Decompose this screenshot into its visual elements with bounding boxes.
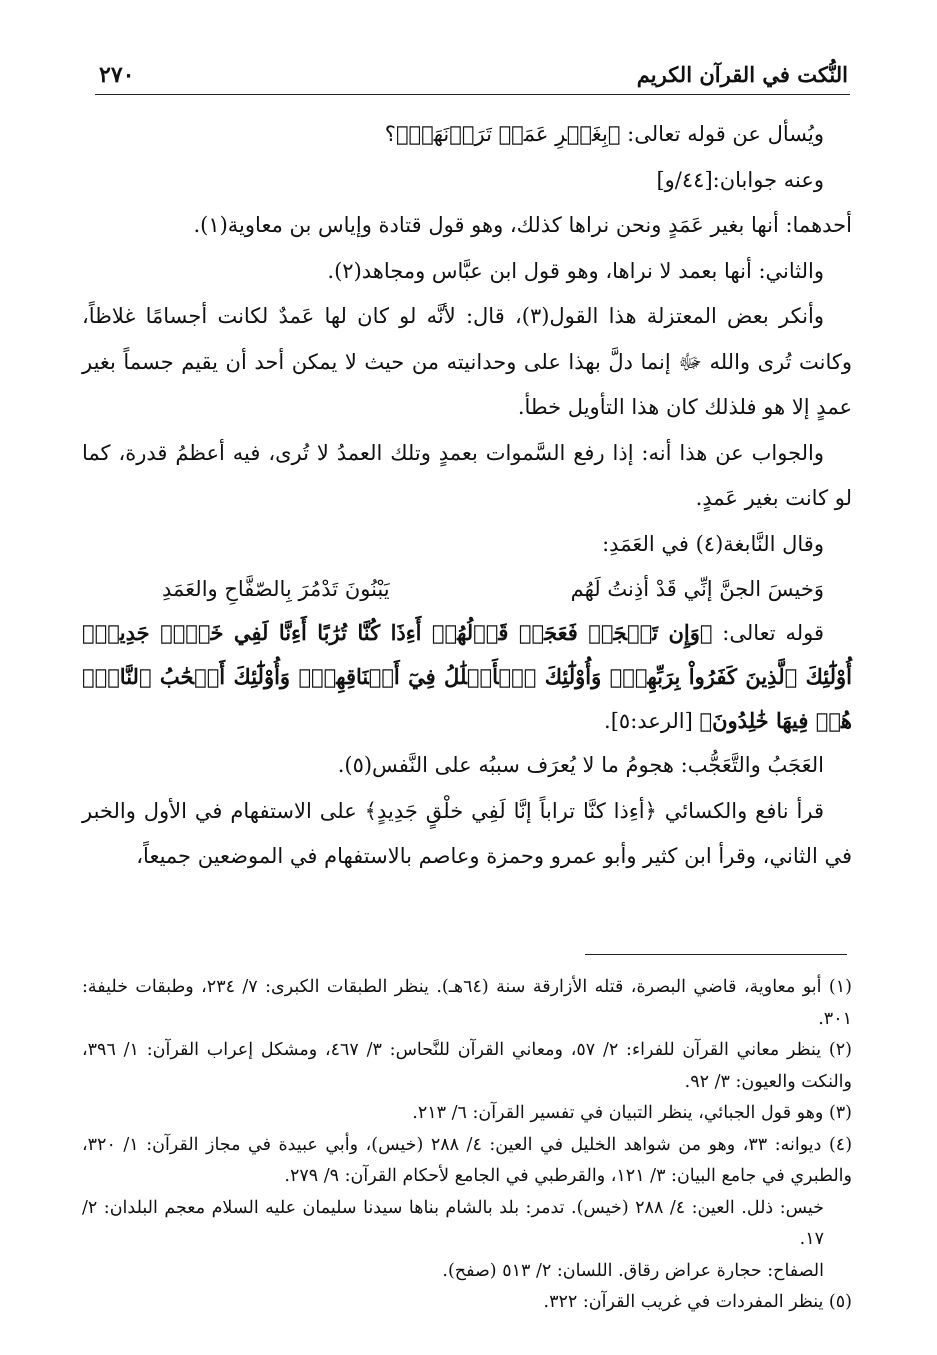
paragraph-answer-one: أحدهما: أنها بغير عَمَدٍ ونحن نراها كذلك، وهو قول قتادة وإياس بن معاوية(١). xyxy=(193,213,852,237)
paragraph-mutazila: وأنكر بعض المعتزلة هذا القول(٣)، قال: لأنَّه لو كان لها عَمدٌ لكانت أجسامًا غلاظاً، وكانت تُرى والله ﷻ إنما دلَّ بهذا على وحدانيته من حيث لا يمكن أحد أن يقيم جسماً بغير عمدٍ إلا هو فلذلك كان هذا التأويل خطأ. xyxy=(82,304,852,419)
footnotes xyxy=(82,972,852,1319)
book-title: النُّكت في القرآن الكريم xyxy=(636,62,848,87)
verse-intro: قوله تعالى: xyxy=(712,621,825,645)
paragraph-readings: قرأ نافع والكسائي ﴿أءِذا كنَّا تراباً إنَّا لَفِي خلْقٍ جَدِيدٍ﴾ على الاستفهام في الأول والخبر في الثاني، وقرأ ابن كثير وأبو عمرو وحمزة وعاصم بالاستفهام في الموضعين جميعاً، xyxy=(82,798,852,868)
poem-second-hemistich: يَبْنُونَ تَدْمُرَ بِالصّفَّاحِ والعَمَدِ xyxy=(162,577,390,601)
running-header xyxy=(95,58,850,95)
footnote-4: (٤) ديوانه: ٣٣، وهو من شواهد الخليل في العين: ٤/ ٢٨٨ (خيس)، وأبي عبيدة في مجاز القرآن: ١/ ٣٢٠، والطبري في جامع البيان: ٣/ ١٢١، والقرطبي في الجامع لأحكام القرآن: ٩/ ٢٧٩. xyxy=(82,1134,853,1186)
paragraph-reply: والجواب عن هذا أنه: إذا رفع السَّموات بعمدٍ وتلك العمدُ لا تُرى، فيه أعظمُ قدرة، كما لو كانت بغير عَمدٍ. xyxy=(82,440,852,510)
footnote-2: (٢) ينظر معاني القرآن للفراء: ٢/ ٥٧، ومعاني القرآن للنَّحاس: ٣/ ٤٦٧، ومشكل إعراب القرآن: ١/ ٣٩٦، والنكت والعيون: ٣/ ٩٢. xyxy=(82,1040,852,1092)
footnote-5: (٥) ينظر المفردات في غريب القرآن: ٣٢٢. xyxy=(543,1292,852,1312)
poem-verse xyxy=(82,567,852,611)
footnote-3: (٣) وهو قول الجبائي، ينظر التبيان في تفسير القرآن: ٦/ ٢١٣. xyxy=(412,1103,852,1123)
quran-verse: ﴿وَإِن تَعۡجَبۡ فَعَجَبٞ قَوۡلُهُمۡ أَءِذَا كُنَّا تُرَٰبًا أَءِنَّا لَفِي خَلۡقٖ جَدِيدٍۗ أُوْلَٰٓئِكَ ٱلَّذِينَ كَفَرُواْ بِرَبِّهِمۡۖ وَأُوْلَٰٓئِكَ ٱلۡأَغۡلَٰلُ فِيٓ أَعۡنَاقِهِمۡۖ وَأُوْلَٰٓئِكَ أَصۡحَٰبُ ٱلنَّارِۖ هُمۡ فِيهَا خَٰلِدُونَ﴾ xyxy=(82,620,852,733)
page-number: ٢٧٠ xyxy=(99,62,135,88)
footnote-separator xyxy=(585,954,847,955)
footnote-4-khis: خيس: ذلل. العين: ٤/ ٢٨٨ (خيس). تدمر: بلد بالشام بناها سيدنا سليمان عليه السلام معجم البلدان: ٢/ ١٧. xyxy=(82,1197,824,1249)
paragraph-two-answers: وعنه جوابان:[٤٤/و] xyxy=(656,167,824,192)
paragraph-question: ويُسأل عن قوله تعالى: ﴿بِغَيۡرِ عَمَدٖ تَرَوۡنَهَاۖ﴾؟ xyxy=(384,122,824,146)
main-text xyxy=(82,112,852,880)
footnote-1: (١) أبو معاوية، قاضي البصرة، قتله الأزارقة سنة (٦٤هـ). ينظر الطبقات الكبرى: ٧/ ٢٣٤، وطبقات خليفة: ٣٠١. xyxy=(82,977,852,1029)
verse-reference: [الرعد:٥]. xyxy=(604,709,700,733)
paragraph-nabigha: وقال النَّابغة(٤) في العَمَدِ: xyxy=(602,531,824,556)
paragraph-quran-verse xyxy=(82,611,852,743)
paragraph-answer-two: والثاني: أنها بعمد لا نراها، وهو قول ابن عبَّاس ومجاهد(٢). xyxy=(327,258,824,283)
poem-first-hemistich: وَخيسَ الجنَّ إنِّي قَدْ أذِنتُ لَهُم xyxy=(570,577,824,601)
footnote-4-sifah: الصفاح: حجارة عراض رقاق. اللسان: ٢/ ٥١٣ (صفح). xyxy=(442,1260,824,1281)
paragraph-definition: العَجَبُ والتَّعَجُّب: هجومُ ما لا يُعرَف سببُه على النَّفس(٥). xyxy=(337,753,824,777)
